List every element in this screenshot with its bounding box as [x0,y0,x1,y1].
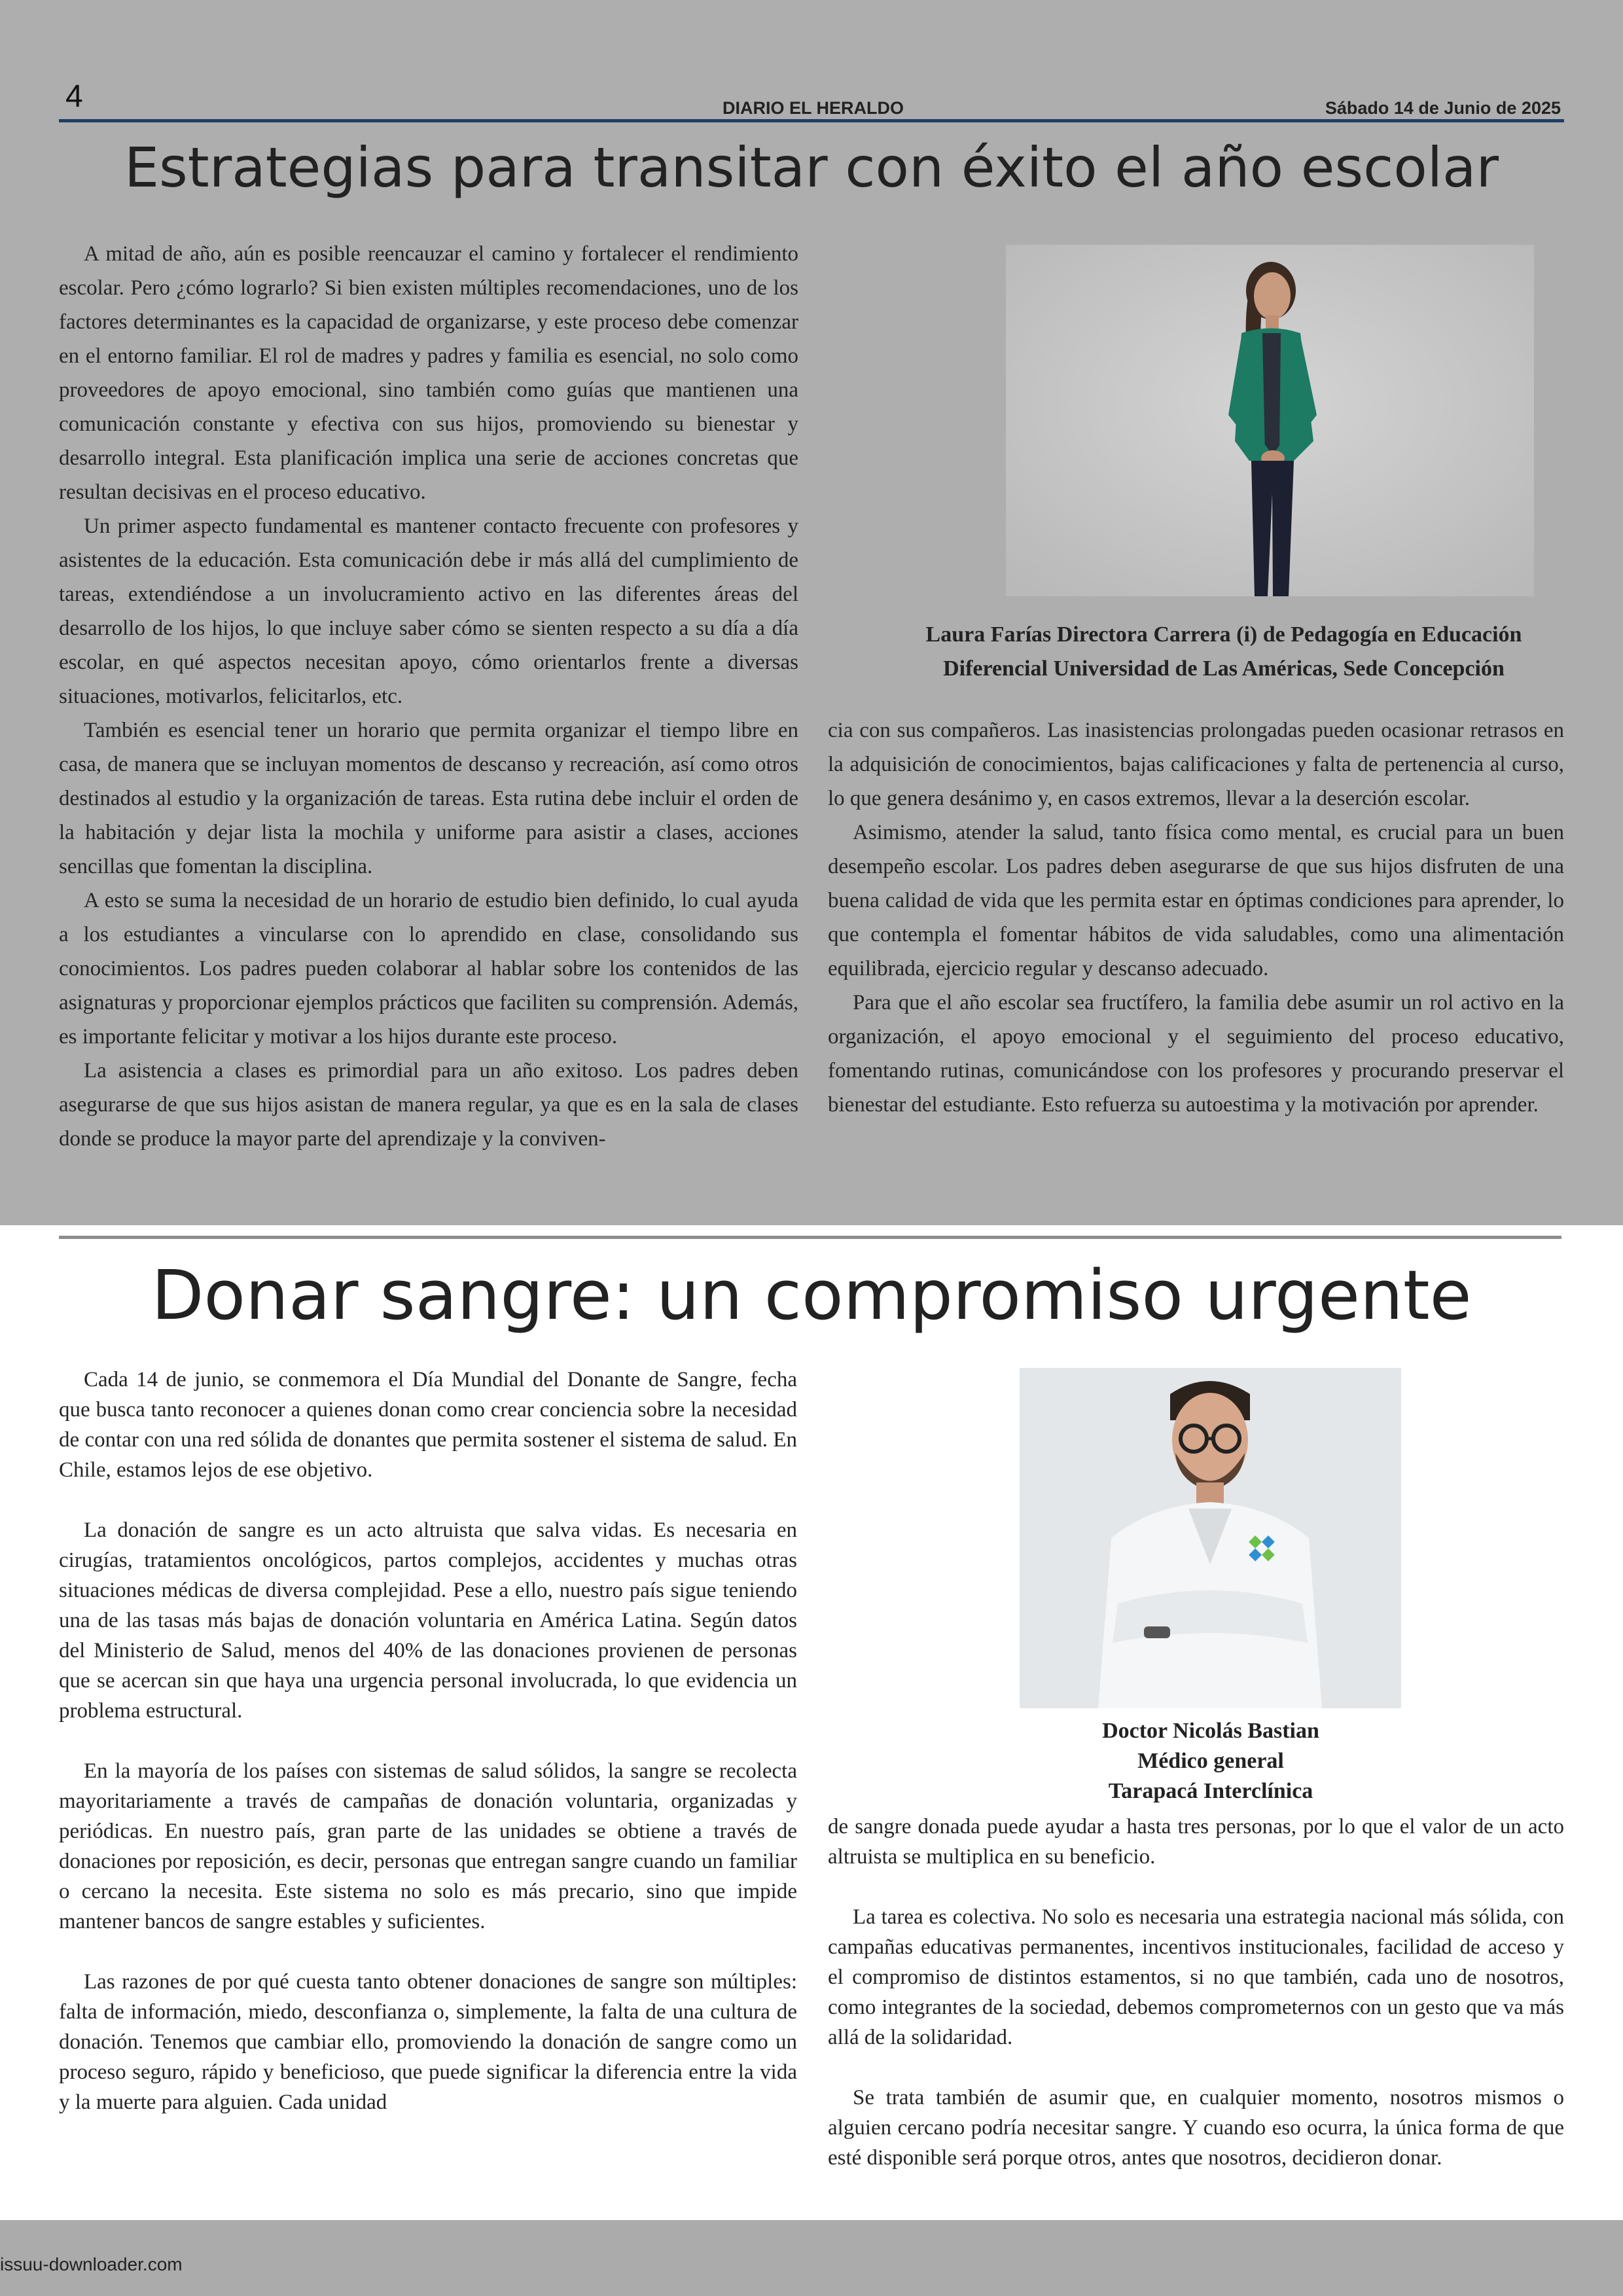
article1-paragraph: También es esencial tener un horario que permita organizar el tiempo libre en casa, de manera que se incluyan momentos de descanso y recreación, así como otros destinados al estudio y la organización de tareas. Esta rutina debe incluir el orden de la habitación y dejar lista la mochila y uniforme para asistir a clases, acciones sencillas que fomentan la disciplina. [59,719,798,878]
article2-left-column [59,1365,797,2147]
article1-right-column [828,713,1564,1122]
article2-paragraph: Se trata también de asumir que, en cualquier momento, nosotros mismos o alguien cercano podría necesitar sangre. Y cuando eso ocurra, la única forma de que esté disponible será porque otros, antes que nosotros, decidieron donar. [828,2086,1564,2170]
page-number: 4 [65,79,83,114]
article2-photo-caption [1021,1716,1400,1806]
caption-line: Médico general [1137,1749,1284,1773]
caption-line: Tarapacá Interclínica [1108,1779,1313,1803]
article1-paragraph: Para que el año escolar sea fructífero, la familia debe asumir un rol activo en la organización, el apoyo emocional y el seguimiento del proceso educativo, fomentando rutinas, comunicándose con los profesores y procurando preservar el bienestar del estudiante. Esto refuerza su autoestima y la motivación por aprender. [828,991,1564,1117]
doctor-portrait-photo [1020,1368,1401,1708]
article1-headline: Estrategias para transitar con éxito el año escolar [124,135,1499,200]
caption-line: Laura Farías Directora Carrera (i) de Pedagogía en Educación [925,622,1522,647]
article2-paragraph: Cada 14 de junio, se conmemora el Día Mundial del Donante de Sangre, fecha que busca tanto reconocer a quienes donan como crear conciencia sobre la necesidad de contar con una red sólida de donantes que permita sostener el sistema de salud. En Chile, estamos lejos de ese objetivo. [59,1368,797,1482]
article1-left-column [59,237,798,1156]
article1-paragraph: Asimismo, atender la salud, tanto física como mental, es crucial para un buen desempeño escolar. Los padres deben asegurarse de que sus hijos disfruten de una buena calidad de vida que les permita estar en óptimas condiciones para aprender, lo que contempla el fomentar hábitos de vida saludables, como una alimentación equilibrada, ejercicio regular y descanso adecuado. [828,821,1564,980]
article1-paragraph: La asistencia a clases es primordial para un año exitoso. Los padres deben asegurarse de que sus hijos asistan de manera regular, ya que es en la sala de clases donde se produce la mayor parte del aprendizaje y la conviven- [59,1059,798,1151]
article2-paragraph: La tarea es colectiva. No solo es necesaria una estrategia nacional más sólida, con campañas educativas permanentes, incentivos institucionales, facilidad de acceso y el compromiso de distintos estamentos, si no que también, cada uno de nosotros, como integrantes de la sociedad, debemos comprometernos con un gesto que va más allá de la solidaridad. [828,1905,1564,2049]
article2-headline: Donar sangre: un compromiso urgente [151,1255,1472,1335]
header-rule [59,119,1564,122]
woman-portrait-photo [1006,245,1534,596]
article2-right-column [828,1812,1564,2203]
article2-paragraph: de sangre donada puede ayudar a hasta tres personas, por lo que el valor de un acto altruista se multiplica en su beneficio. [828,1815,1564,1869]
newspaper-name: DIARIO EL HERALDO [722,98,904,118]
section-divider [59,1236,1561,1239]
article2-paragraph: Las razones de por qué cuesta tanto obtener donaciones de sangre son múltiples: falta de información, miedo, desconfianza o, simplemente, la falta de una cultura de donación. Tenemos que cambiar ello, promoviendo la donación de sangre como un proceso seguro, rápido y beneficioso, que puede significar la diferencia entre la vida y la muerte para alguien. Cada unidad [59,1970,797,2114]
issue-date: Sábado 14 de Junio de 2025 [1325,98,1561,118]
caption-line: Diferencial Universidad de Las Américas, Sede Concepción [943,656,1505,681]
article1-paragraph: A mitad de año, aún es posible reencauzar el camino y fortalecer el rendimiento escolar. Pero ¿cómo lograrlo? Si bien existen múltiples recomendaciones, uno de los factores determinantes es la capacidad de organizarse, y este proceso debe comenzar en el entorno familiar. El rol de madres y padres y familia es esencial, no solo como proveedores de apoyo emocional, sino también como guías que mantienen una comunicación constante y efectiva con sus hijos, promoviendo su bienestar y desarrollo integral. Esta planificación implica una serie de acciones concretas que resultan decisivas en el proceso educativo. [59,242,798,504]
bottom-margin-band [0,2220,1623,2296]
article1-photo-caption [844,618,1603,686]
article1-paragraph: Un primer aspecto fundamental es mantener contacto frecuente con profesores y asistentes de la educación. Esta comunicación debe ir más allá del cumplimiento de tareas, extendiéndose a un involucramiento activo en las diferentes áreas del desarrollo de los hijos, lo que incluye saber cómo se sienten respecto a su día a día escolar, en qué aspectos necesitan apoyo, cómo orientarlos frente a diversas situaciones, motivarlos, felicitarlos, etc. [59,514,798,708]
caption-line: Doctor Nicolás Bastian [1102,1719,1319,1743]
article1-paragraph: cia con sus compañeros. Las inasistencias prolongadas pueden ocasionar retrasos en la adquisición de conocimientos, bajas calificaciones y falta de pertenencia al curso, lo que genera desánimo y, en casos extremos, llevar a la deserción escolar. [828,719,1564,810]
article1-paragraph: A esto se suma la necesidad de un horario de estudio bien definido, lo cual ayuda a los estudiantes a vincularse con lo aprendido en clase, consolidando sus conocimientos. Los padres pueden colaborar al hablar sobre los contenidos de las asignaturas y proporcionar ejemplos prácticos que faciliten su comprensión. Además, es importante felicitar y motivar a los hijos durante este proceso. [59,889,798,1049]
article2-paragraph: En la mayoría de los países con sistemas de salud sólidos, la sangre se recolecta mayoritariamente a través de campañas de donación voluntaria, organizadas y periódicas. En nuestro país, gran parte de las unidades se obtiene a través de donaciones por reposición, es decir, personas que entregan sangre cuando un familiar o cercano la necesita. Este sistema no solo es más precario, sino que impide mantener bancos de sangre estables y suficientes. [59,1759,797,1933]
watermark-text: issuu-downloader.com [0,2254,183,2274]
article2-paragraph: La donación de sangre es un acto altruista que salva vidas. Es necesaria en cirugías, tratamientos oncológicos, partos complejos, accidentes y muchas otras situaciones médicas de diversa complejidad. Pese a ello, nuestro país sigue teniendo una de las tasas más bajas de donación voluntaria en América Latina. Según datos del Ministerio de Salud, menos del 40% de las donaciones provienen de personas que se acercan sin que haya una urgencia personal involucrada, lo que evidencia un problema estructural. [59,1518,797,1723]
